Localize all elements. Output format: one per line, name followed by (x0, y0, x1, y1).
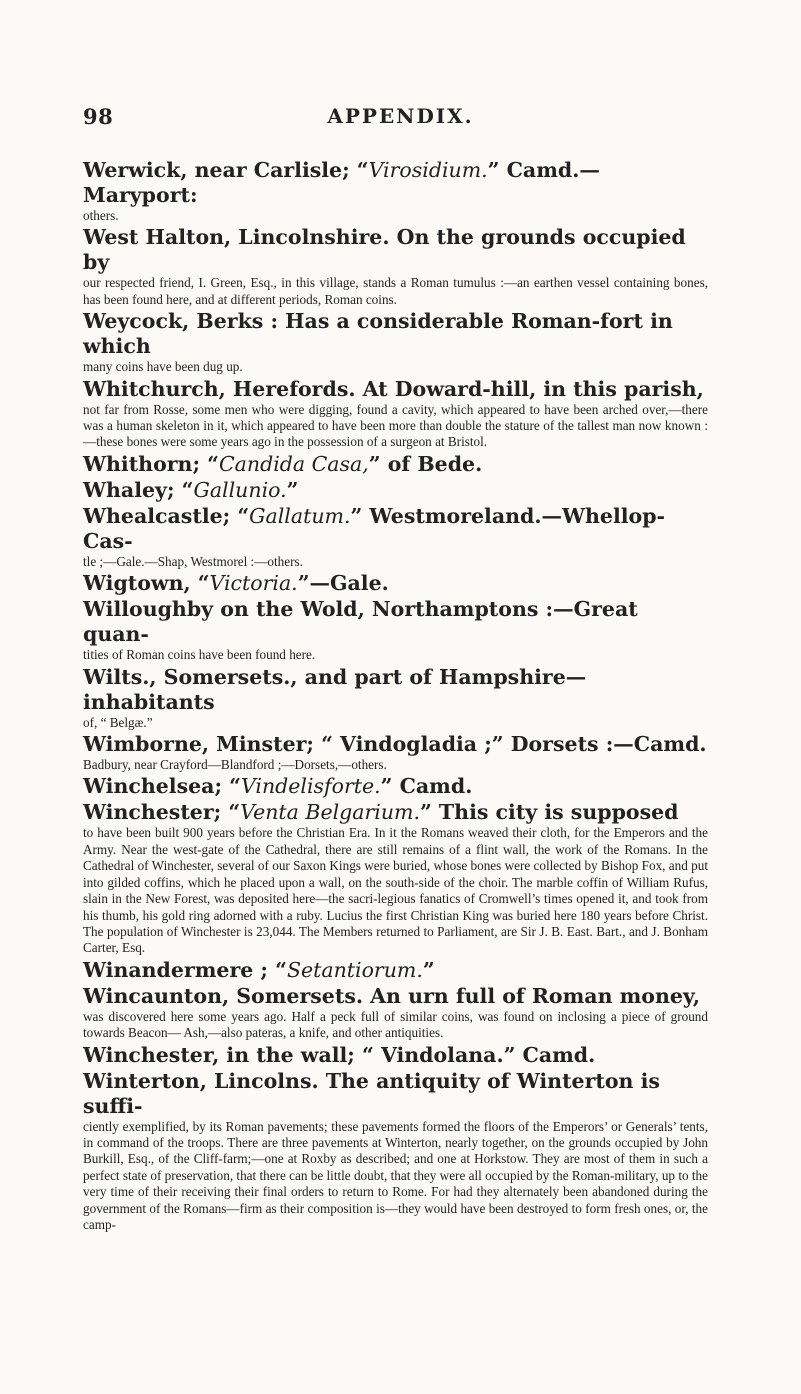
entry-list (83, 158, 708, 1234)
latin-name: Gallatum. (249, 503, 351, 528)
entry-winchelsea (83, 774, 708, 799)
latin-name: Virosidium. (368, 158, 488, 182)
entry-text: not far from Rosse, some men who were digging, found a cavity, which appeared to have been arched over,—there was a human skeleton in it, which appeared to have been more than double the stature of the tallest man now known :—these bones were some years ago in the possession of a surgeon at Bristol. (83, 401, 708, 450)
page-header (0, 104, 801, 134)
entry-whaley (83, 478, 708, 503)
entry-whealcastle (83, 504, 708, 570)
entry-text: our respected friend, I. Green, Esq., in this village, stands a Roman tumulus :—an earthen vessel containing bones, has been found here, and at different periods, Roman coins. (83, 275, 708, 307)
entry-west-halton (83, 225, 708, 308)
latin-name: Candida Casa, (218, 451, 369, 476)
latin-name: Setantiorum. (286, 957, 423, 982)
entry-text: Badbury, near Crayford—Blandford ;—Dorsets,—others. (83, 757, 387, 773)
entry-ref: ” This city is supposed (420, 800, 679, 825)
entry-weycock (83, 309, 708, 375)
entry-willoughby (83, 597, 708, 663)
entry-lead: Winchelsea; “ (83, 774, 241, 799)
entry-lead: Wimborne, Minster; “ Vindogladia ;” Dorsets :—Camd. (83, 732, 707, 757)
entry-winchester-wall (83, 1043, 708, 1068)
running-head: APPENDIX. (327, 104, 474, 128)
entry-werwick (83, 158, 708, 224)
entry-text: ciently exemplified, by its Roman pavements; these pavements formed the floors of the Emperors’ or Generals’ tents, in command of the troops. There are three pavements at Winterton, nearly together, on the grounds occupied by John Burkill, Esq., of the Cliff-farm;—one at Roxby as described; and one at Horkstow. They are most of them in such a perfect state of preservation, that there can be little doubt, that they were all occupied by the Roman-military, up to the very time of their receiving their final orders to return to Rome. For had they alternately been abandoned during the government of the Romans—firm as their composition is—they would have been destroyed to form fresh ones, or, the camp- (83, 1118, 708, 1232)
entry-ref: ” Westmoreland.—Whellop-Cas- (83, 503, 666, 553)
entry-lead: Wigtown, “ (83, 571, 210, 596)
entry-ref: ” Camd. (380, 774, 473, 799)
latin-name: Victoria. (209, 571, 298, 596)
entry-ref: ” of Bede. (368, 451, 483, 476)
entry-wilts (83, 665, 708, 731)
entry-lead: Willoughby on the Wold, Northamptons :—Great quan- (83, 597, 638, 647)
entry-text: was discovered here some years ago. Half a peck full of similar coins, was found on inclosing a piece of ground towards Beacon— Ash,—also pateras, a knife, and other antiquities. (83, 1008, 708, 1041)
entry-ref: ” (286, 477, 299, 502)
entry-winchester (83, 800, 708, 956)
entry-lead: Whitchurch, Herefords. At Doward-hill, in this parish, (83, 376, 704, 401)
entry-winandermere (83, 958, 708, 983)
entry-lead: Whealcastle; “ (83, 503, 250, 528)
latin-name: Venta Belgarium. (240, 800, 420, 825)
entry-lead: Whaley; “ (83, 477, 194, 502)
entry-wigtown (83, 571, 708, 596)
entry-ref: ” Camd.—Maryport: (83, 158, 600, 207)
entry-lead: Whithorn; “ (83, 451, 219, 476)
entry-lead: Winchester, in the wall; “ Vindolana.” Camd. (83, 1042, 596, 1067)
entry-lead: Winterton, Lincolns. The antiquity of Winterton is suffi- (83, 1068, 660, 1118)
entry-lead: Weycock, Berks : Has a considerable Roman-fort in which (83, 309, 673, 359)
page-number: 98 (83, 104, 114, 129)
entry-lead: Winchester; “ (83, 800, 241, 825)
entry-wincaunton (83, 984, 708, 1042)
latin-name: Gallunio. (193, 477, 287, 502)
entry-ref: ” (422, 957, 435, 982)
entry-whithorn (83, 452, 708, 477)
entry-lead: West Halton, Lincolnshire. On the grounds occupied by (83, 225, 686, 275)
entry-wimborne (83, 732, 708, 773)
entry-lead: Werwick, near Carlisle; “ (83, 158, 369, 182)
entry-ref: ”—Gale. (297, 571, 389, 596)
latin-name: Vindelisforte. (240, 774, 381, 799)
entry-lead: Wincaunton, Somersets. An urn full of Roman money, (83, 983, 701, 1008)
entry-text: to have been built 900 years before the Christian Era. In it the Romans weaved their cloth, for the Emperors and the Army. Near the west-gate of the Cathedral, there are still remains of a flint wall, the work of the Romans. In the Cathedral of Winchester, several of our Saxon Kings were buried, whose bones were collected by Bishop Fox, and put into gilded coffins, which he placed upon a wall, on the south-side of the choir. The marble coffin of William Rufus, slain in the New Forest, was deposited here—the sacri-legious fanatics of Cromwell’s times opened it, and took from his thumb, his gold ring adorned with a ruby. Lucius the first Christian King was buried here 180 years before Christ. The population of Winchester is 23,044. The Members returned to Parliament, are Sir J. B. East. Bart., and J. Bonham Carter, Esq. (83, 825, 708, 956)
entry-winterton (83, 1069, 708, 1234)
entry-lead: Winandermere ; “ (83, 957, 287, 982)
entry-text: tle ;—Gale.—Shap, Westmorel :—others. (83, 553, 303, 569)
entry-whitchurch (83, 377, 708, 451)
entry-text: of, “ Belgæ.” (83, 714, 153, 730)
entry-lead: Wilts., Somersets., and part of Hampshire—inhabitants (83, 664, 587, 714)
entry-text: others. (83, 208, 119, 223)
entry-text: many coins have been dug up. (83, 359, 243, 375)
entry-text: tities of Roman coins have been found here. (83, 647, 316, 663)
